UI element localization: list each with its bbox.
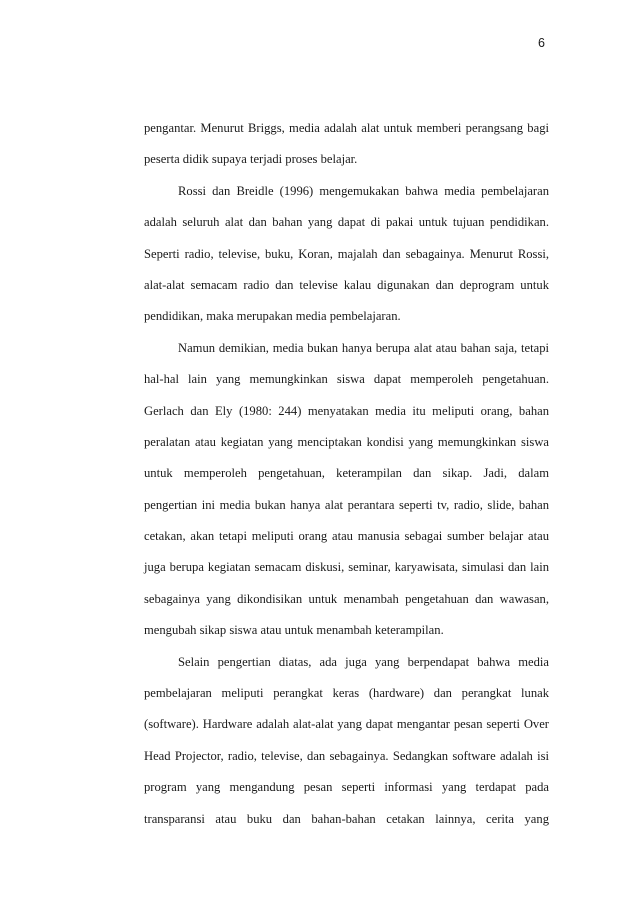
text-line: adalah seluruh alat dan bahan yang dapat di pakai untuk tujuan pendidikan.	[144, 215, 549, 230]
text-line: peralatan atau kegiatan yang menciptakan kondisi yang memungkinkan siswa	[144, 434, 549, 449]
text-line: Rossi dan Breidle (1996) mengemukakan bahwa media pembelajaran	[178, 183, 549, 198]
text-line: pengantar. Menurut Briggs, media adalah alat untuk memberi perangsang bagi	[144, 121, 549, 135]
text-line: pembelajaran meliputi perangkat keras (hardware) dan perangkat lunak	[144, 686, 549, 701]
text-line: Namun demikian, media bukan hanya berupa alat atau bahan saja, tetapi	[178, 340, 549, 355]
page-number: 6	[538, 36, 545, 50]
text-line: Gerlach dan Ely (1980: 244) menyatakan media itu meliputi orang, bahan	[144, 403, 549, 418]
text-line: alat-alat semacam radio dan televise kalau digunakan dan deprogram untuk	[144, 277, 549, 292]
text-line: program yang mengandung pesan seperti informasi yang terdapat pada	[144, 780, 549, 795]
text-line: pendidikan, maka merupakan media pembelajaran.	[144, 309, 401, 324]
text-line: hal-hal lain yang memungkinkan siswa dapat memperoleh pengetahuan.	[144, 372, 549, 387]
text-line: Selain pengertian diatas, ada juga yang berpendapat bahwa media	[178, 654, 549, 669]
text-line: transparansi atau buku dan bahan-bahan cetakan lainnya, cerita yang	[144, 811, 549, 826]
text-line: sebagainya yang dikondisikan untuk menambah pengetahuan dan wawasan,	[144, 591, 549, 606]
text-line: (software). Hardware adalah alat-alat yang dapat mengantar pesan seperti Over	[144, 717, 549, 732]
text-line: peserta didik supaya terjadi proses belajar.	[144, 152, 358, 167]
body-text	[144, 118, 549, 840]
text-line: cetakan, akan tetapi meliputi orang atau manusia sebagai sumber belajar atau	[144, 529, 549, 544]
text-line: Head Projector, radio, televise, dan sebagainya. Sedangkan software adalah isi	[144, 748, 549, 763]
text-line: pengertian ini media bukan hanya alat perantara seperti tv, radio, slide, bahan	[144, 497, 549, 512]
text-line: untuk memperoleh pengetahuan, keterampilan dan sikap. Jadi, dalam	[144, 466, 549, 481]
text-line: juga berupa kegiatan semacam diskusi, seminar, karyawisata, simulasi dan lain	[144, 560, 549, 575]
text-line: Seperti radio, televise, buku, Koran, majalah dan sebagainya. Menurut Rossi,	[144, 246, 549, 261]
text-line: mengubah sikap siswa atau untuk menambah keterampilan.	[144, 623, 444, 638]
